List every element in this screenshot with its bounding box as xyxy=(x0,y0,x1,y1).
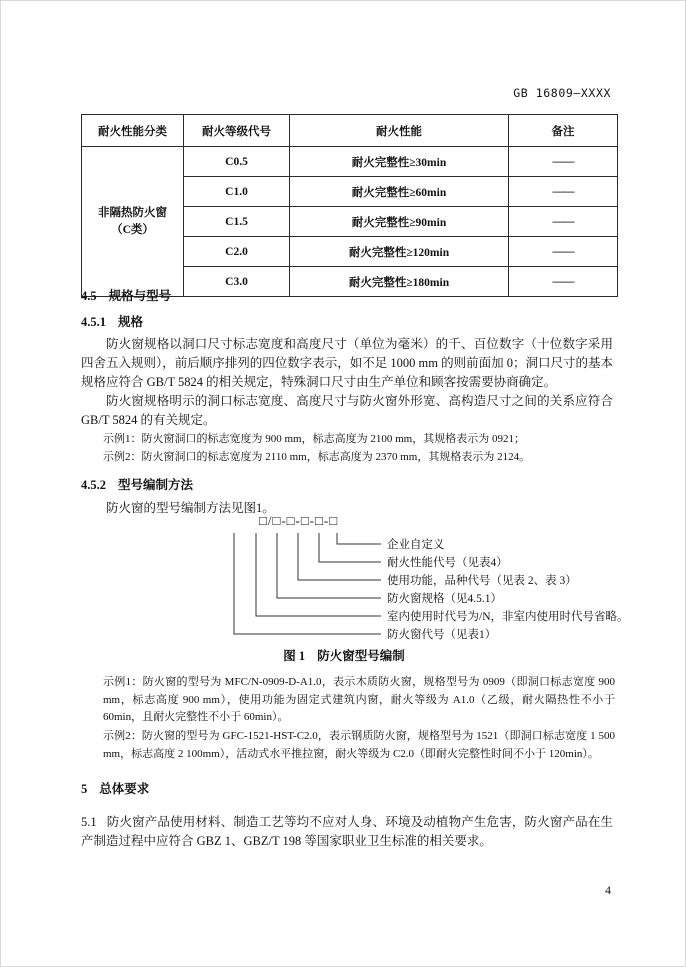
table-header-row xyxy=(82,115,618,147)
paragraph-4-5-2: 防火窗的型号编制方法见图1。 xyxy=(106,501,275,515)
fire-rating-table xyxy=(81,114,618,297)
example-4-5-1-2: 示例2：防火窗洞口的标志宽度为 2110 mm，标志高度为 2370 mm，其规格表示为 2124。 xyxy=(103,451,531,463)
performance: 耐火完整性≥180min xyxy=(290,267,509,297)
figure-caption xyxy=(1,646,686,664)
example-4-5-2-1: 示例1：防火窗的型号为 MFC/N-0909-D-A1.0，表示木质防火窗，规格型号为 0909（即洞口标志宽度 900 mm，标志高度 900 mm），使用功能为固定式建筑内窗，耐火等级为 A1.0（乙级，耐火隔热性不小于 60min，且耐火完整性不小于 60min）。 xyxy=(103,676,615,723)
diagram-label-fire-rating-code: 耐火性能代号（见表4） xyxy=(387,557,508,569)
column-header-grade-code: 耐火等级代号 xyxy=(184,115,290,147)
category-cell xyxy=(82,147,184,297)
grade-code: C0.5 xyxy=(184,147,290,177)
remark: —— xyxy=(509,237,618,267)
heading-4-5-1-title: 规格 xyxy=(118,315,144,329)
heading-4-5-1-number: 4.5.1 xyxy=(81,315,106,329)
performance: 耐火完整性≥60min xyxy=(290,177,509,207)
performance: 耐火完整性≥120min xyxy=(290,237,509,267)
grade-code: C1.0 xyxy=(184,177,290,207)
grade-code: C2.0 xyxy=(184,237,290,267)
example-4-5-2-2: 示例2：防火窗的型号为 GFC-1521-HST-C2.0，表示钢质防火窗，规格型号为 1521（即洞口标志宽度 1 500 mm，标志高度 2 100mm），活动式水平推拉窗，耐火等级为 C2.0（即耐火完整性时间不小于 120min）。 xyxy=(103,730,615,760)
diagram-label-window-code: 防火窗代号（见表1） xyxy=(387,629,497,641)
category-line-2: （C类） xyxy=(111,223,154,236)
diagram-label-enterprise: 企业自定义 xyxy=(387,539,445,551)
remark: —— xyxy=(509,177,618,207)
heading-4-5-2-number: 4.5.2 xyxy=(81,478,106,492)
heading-5 xyxy=(81,779,149,797)
column-header-classification: 耐火性能分类 xyxy=(82,115,184,147)
heading-4-5-2 xyxy=(81,475,193,493)
remark: —— xyxy=(509,207,618,237)
figure-caption-title: 防火窗型号编制 xyxy=(317,649,405,663)
heading-4-5-number: 4.5 xyxy=(81,289,97,303)
table-row xyxy=(82,147,618,177)
column-header-remark: 备注 xyxy=(509,115,618,147)
column-header-performance: 耐火性能 xyxy=(290,115,509,147)
page-number: 4 xyxy=(605,883,611,897)
diagram-label-function-variety-code: 使用功能，品种代号（见表 2、表 3） xyxy=(387,575,577,587)
model-code-diagram xyxy=(81,513,629,641)
diagram-label-indoor-code: 室内使用时代号为/N，非室内使用时代号省略。 xyxy=(387,611,629,623)
paragraph-4-5-1-second: 防火窗规格明示的洞口标志宽度、高度尺寸与防火窗外形宽、高构造尺寸之间的关系应符合 GB/T 5824 的有关规定。 xyxy=(81,394,613,427)
standard-code-header: GB 16809—XXXX xyxy=(513,86,611,100)
heading-5-title: 总体要求 xyxy=(99,782,150,796)
heading-4-5-1 xyxy=(81,312,143,330)
figure-caption-label: 图 1 xyxy=(283,649,306,663)
clause-5-1 xyxy=(81,813,613,851)
heading-5-number: 5 xyxy=(81,782,88,796)
performance: 耐火完整性≥30min xyxy=(290,147,509,177)
clause-5-1-text: 防火窗产品使用材料、制造工艺等均不应对人身、环境及动植物产生危害，防火窗产品在生产制造过程中应符合 GBZ 1、GBZ/T 198 等国家职业卫生标准的相关要求。 xyxy=(81,815,613,848)
model-code-placeholder-string: □/□-□-□-□-□ xyxy=(259,513,339,528)
diagram-label-specification: 防火窗规格（见4.5.1） xyxy=(387,593,502,605)
grade-code: C3.0 xyxy=(184,267,290,297)
remark: —— xyxy=(509,147,618,177)
heading-4-5-title: 规格与型号 xyxy=(108,289,172,303)
example-4-5-1-1: 示例1：防火窗洞口的标志宽度为 900 mm，标志高度为 2100 mm，其规格表示为 0921； xyxy=(103,433,525,445)
remark: —— xyxy=(509,267,618,297)
heading-4-5 xyxy=(81,286,171,304)
performance: 耐火完整性≥90min xyxy=(290,207,509,237)
paragraph-4-5-1-first: 防火窗规格以洞口尺寸标志宽度和高度尺寸（单位为毫米）的千、百位数字（十位数字采用四舍五入规则），前后顺序排列的四位数字表示，如不足 1000 mm 的则前面加 0；洞口尺寸的基本规格应符合 GB/T 5824 的相关规定，特殊洞口尺寸由生产单位和顾客按需要协商确定。 xyxy=(81,337,613,389)
grade-code: C1.5 xyxy=(184,207,290,237)
category-line-1: 非隔热防火窗 xyxy=(98,206,167,219)
heading-4-5-2-title: 型号编制方法 xyxy=(118,478,194,492)
clause-5-1-number: 5.1 xyxy=(81,815,97,829)
